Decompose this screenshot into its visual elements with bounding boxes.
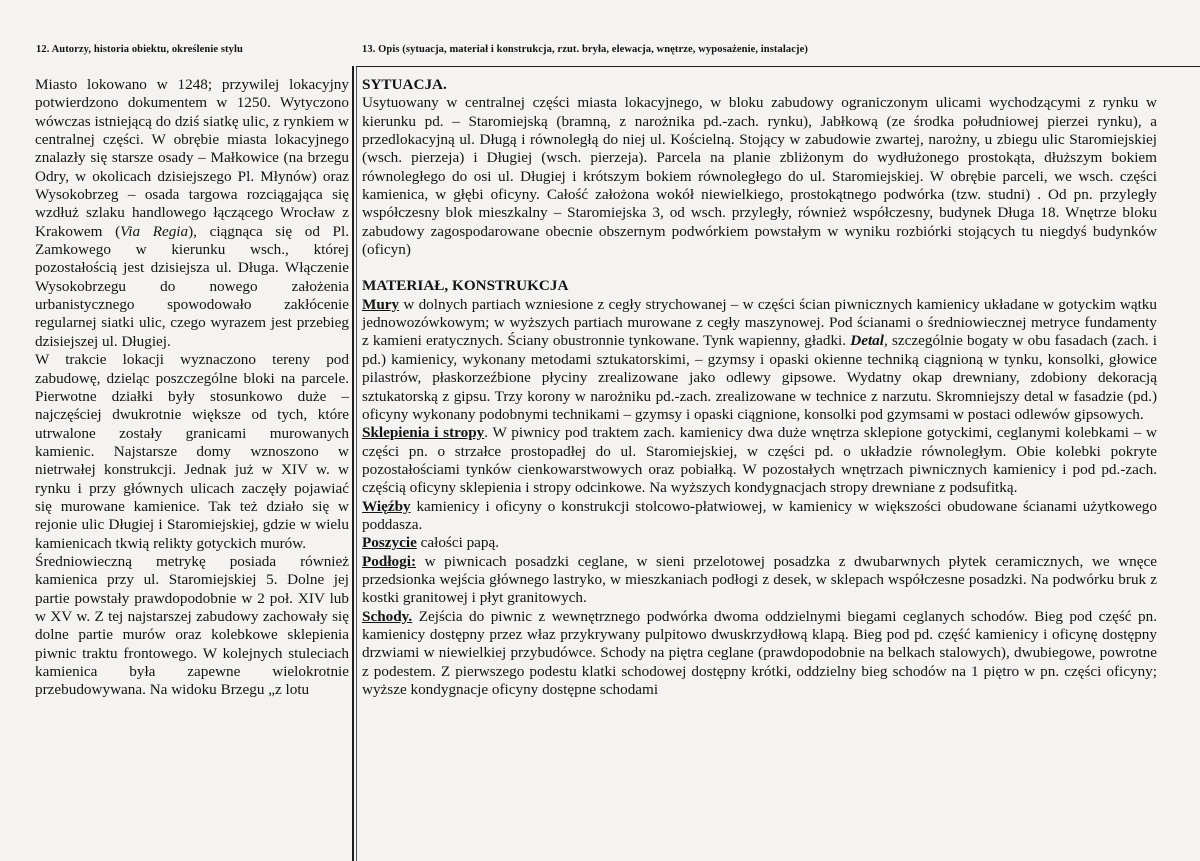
sklepienia-label: Sklepienia i stropy: [362, 424, 485, 442]
podlogi-label: Podłogi:: [362, 552, 417, 570]
column-divider: [352, 66, 354, 861]
mury-paragraph: Mury w dolnych partiach wzniesione z cegły strychowanej – w części ścian piwnicznych kamienicy układane w gotyckim wątku jednowozówkowym; w wyższych partiach murowane z cegły maszynowej. Pod ścianami o średniowiecznej metryce fundamenty z kamieni eratycznych. Ściany obustronnie tynkowane. Tynk wapienny, gładki. Detal, szczególnie bogaty w obu fasadach (zach. i pd.) kamienicy, wykonany metodami sztukatorskimi, – gzymsy i opaski okienne techniką ciągnioną w tynku, konsolki, głowice pilastrów, płaskorzeźbione płyciny zrealizowane jako odlewy gipsowe. Wydatny okap drewniany, zdobiony dekoracją sztukatorską z gipsu. Trzy korony w narożniku pd.-zach. zrealizowane w technice z narzutu. Skromniejszy detal w fasadzie (pd.) oficyny wykonany podobnymi technikami – gzymsy i opaski ciągnione, konsolki pod gzymsami w postaci odlewów gipsowych.: [362, 295, 1157, 423]
schody-label: Schody.: [362, 607, 413, 625]
section-title-material: MATERIAŁ, KONSTRUKCJA: [362, 277, 569, 295]
wiezby-label: Więźby: [362, 497, 411, 515]
description-column: [362, 76, 1157, 699]
section-13-header: 13. Opis (sytuacja, materiał i konstrukcja, rzut. bryła, elewacja, wnętrze, wyposażenie, instalacje): [362, 44, 808, 55]
history-paragraph-3: Średniowieczną metrykę posiada również kamienica przy ul. Staromiejskiej 5. Dolne jej partie powstały prawdopodobnie w 2 poł. XIV lub w XV w. Z tej najstarszej zabudowy zachowały się dolne partie murów oraz kolebkowe sklepienia piwnic traktu frontowego. W kolejnych stuleciach kamienica była zapewne wielokrotnie przebudowywana. Na widoku Brzegu „z lotu: [35, 552, 349, 699]
sklepienia-paragraph: Sklepienia i stropy. W piwnicy pod traktem zach. kamienicy dwa duże wnętrza sklepione gotyckimi, ceglanymi kolebkami – w części pn. o strzałce prostopadłej do ul. Staromiejskiej, w części pd. o układzie równoległym. Obie kolebki pokryte pozostałościami tynków cienkowarstwowych oraz pobiałką. W pozostałych wnętrzach piwnicznych kamienicy i pod pd.-zach. częścią oficyny sklepienia i stropy odcinkowe. Na wyższych kondygnacjach stropy drewniane z podsufitką.: [362, 424, 1157, 497]
section-title-sytuacja: SYTUACJA.: [362, 76, 447, 93]
history-column: [35, 76, 349, 700]
poszycie-paragraph: Poszycie całości papą.: [362, 534, 500, 552]
history-paragraph-1: Miasto lokowano w 1248; przywilej lokacyjny potwierdzono dokumentem w 1250. Wytyczono wówczas istniejącą do dziś siatkę ulic, z rynkiem w centralnej części. W obrębie miasta lokacyjnego znalazły się starsze osady – Małkowice (na brzegu Odry, w okolicach dzisiejszego Pl. Młynów) oraz Wysokobrzeg – osada targowa rozciągająca się wzdłuż szlaku handlowego łączącego Wrocław z Krakowem (Via Regia), ciągnąca się od Pl. Zamkowego w kierunku wsch., której pozostałością jest dzisiejsza ul. Długa. Włączenie Wysokobrzegu do nowego założenia urbanistycznego spowodowało zakłócenie regularnej siatki ulic, czego wyrazem jest przebieg dzisiejszej ul. Długiej.: [35, 76, 349, 350]
mury-label: Mury: [362, 295, 400, 313]
section-12-header: 12. Autorzy, historia obiektu, określenie stylu: [36, 44, 243, 55]
sytuacja-text: Usytuowany w centralnej części miasta lokacyjnego, w bloku zabudowy ograniczonym ulicami wychodzącymi z rynku w kierunku pd. – Staromiejską (bramną, z narożnika pd.-zach. rynku), Jabłkową (ze środka południowej pierzei rynku), a przedlokacyjną ul. Długą i równoległą do niej ul. Kościelną. Stojący w zabudowie zwartej, narożny, u zbiegu ulic Staromiejskiej (wsch. pierzeja) i Długiej (wsch. pierzeja). Parcela na planie zbliżonym do wydłużonego prostokąta, dłuższym bokiem równoległego do osi ul. Długiej i krótszym bokiem równoległego do ul. Staromiejskiej. W obrębie parceli, we wsch. części kamienica, w głębi oficyny. Całość założona wokół niewielkiego, prostokątnego podwórka (tzw. studni) . Od pn. przyległy współczesny blok mieszkalny – Staromiejska 3, od wsch. przyległy, również współczesny, budynek Długa 18. Wnętrze bloku zabudowy zagospodarowane obecnie obszernym podwórkiem powstałym w wyniku rozbiórki stojących tu niegdyś budynków (oficyn): [362, 94, 1157, 259]
schody-paragraph: Schody. Zejścia do piwnic z wewnętrznego podwórka dwoma oddzielnymi biegami ceglanych schodów. Bieg pod część pn. kamienicy dostępny przez właz przykrywany pulpitowo dwuskrzydłową klapą. Bieg pod pd. część kamienicy i oficynę dostępny drzwiami w niewielkiej przybudówce. Schody na piętra ceglane (prawdopodobnie na belkach stalowych), dwubiegowe, powrotne z podestem. Z pierwszego podestu klatki schodowej dostępny krótki, oddzielny bieg schodów na 1 piętro w pn. części oficyny; wyższe kondygnacje oficyny dostępne schodami: [362, 607, 1157, 698]
column-divider-inner: [356, 66, 357, 861]
podlogi-paragraph: Podłogi: w piwnicach posadzki ceglane, w sieni przelotowej posadzka z dwubarwnych płytek ceramicznych, we wnęce przedsionka wejścia głównego lastryko, w mieszkaniach podłogi z desek, w sklepach współczesne posadzki. Na podwórku bruk z kostki granitowej i płyt granitowych.: [362, 552, 1157, 607]
detal-label: Detal: [850, 332, 884, 350]
via-regia-term: Via Regia: [120, 222, 189, 240]
poszycie-label: Poszycie: [362, 534, 417, 552]
wiezby-paragraph: Więźby kamienicy i oficyny o konstrukcji stolcowo-płatwiowej, w kamienicy w większości obudowane ścianami użytkowego poddasza.: [362, 497, 1157, 533]
header-rule: [356, 66, 1200, 67]
history-paragraph-2: W trakcie lokacji wyznaczono tereny pod zabudowę, dzieląc poszczególne bloki na parcele. Pierwotne działki były stosunkowo duże – najczęściej dwukrotnie większe od tych, które utrwalone zostały granicami murowanych kamienic. Najstarsze domy wznoszono w nietrwałej konstrukcji. Jednak już w XIV w. w rynku i przy głównych ulicach zaczęły pojawiać się murowane kamienice. Tak też działo się w rejonie ulic Długiej i Staromiejskiej, gdzie w wielu kamienicach tkwią relikty gotyckich murów.: [35, 351, 349, 552]
